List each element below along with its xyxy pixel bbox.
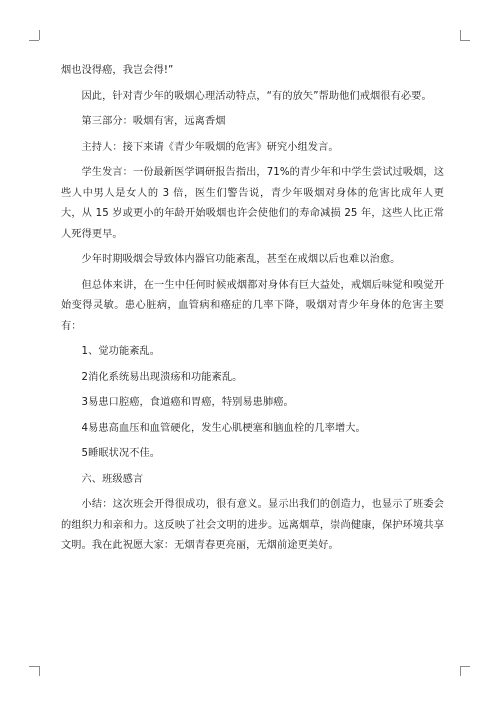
crop-mark-top-right-v: [460, 30, 461, 40]
crop-mark-top-left-h: [29, 40, 39, 41]
list-item-3: 3易患口腔癌，食道癌和胃癌，特别易患肺癌。: [81, 397, 294, 408]
list-item-1: 1、觉功能紊乱。: [81, 346, 161, 357]
section-heading-class-thoughts: 六、班级感言: [81, 473, 144, 485]
crop-mark-bottom-left-h: [29, 666, 39, 667]
crop-mark-top-left-v: [39, 30, 40, 40]
crop-mark-bottom-left-v: [39, 666, 40, 676]
section-heading-part-three: 第三部分：吸烟有害，远离香烟: [81, 116, 226, 127]
paragraph-student-speech: 学生发言：一份最新医学调研报告指出，71%的青少年和中学生尝试过吸烟，这些人中男人是女人的 3 倍，医生们警告说，青少年吸烟对身体的危害比成年人更大，从 15 岁或更小的年龄开始吸烟也许会使他们的寿命减损 25 年，这些人比正常人死得更早。: [61, 167, 444, 240]
list-item-2: 2消化系统易出现溃疡和功能紊乱。: [81, 371, 243, 383]
list-item-5: 5睡眠状况不佳。: [81, 448, 161, 459]
crop-mark-top-right-h: [460, 40, 470, 41]
paragraph-continuation: 烟也没得癌，我岂会得!”: [61, 65, 174, 76]
paragraph-smoking-psychology: 因此，针对青少年的吸烟心理活动特点，“有的放矢”帮助他们戒烟很有必要。: [81, 90, 432, 102]
paragraph-summary: 小结：这次班会开得很成功，很有意义。显示出我们的创造力，也显示了班委会的组织力和亲和力。这反映了社会文明的进步。远离烟草，崇尚健康，保护环境共享文明。我在此祝愿大家：无烟青春更亮丽，无烟前途更美好。: [61, 499, 444, 551]
crop-mark-bottom-right-v: [460, 666, 461, 676]
paragraph-host-intro: 主持人：接下来请《青少年吸烟的危害》研究小组发言。: [81, 141, 339, 153]
crop-mark-bottom-right-h: [460, 666, 470, 667]
paragraph-quit-benefits: 但总体来讲，在一生中任何时候戒烟都对身体有巨大益处，戒烟后味觉和嗅觉开始变得灵敏。患心脏病，血管病和癌症的几率下降，吸烟对青少年身体的危害主要有：: [61, 279, 444, 332]
document-body: [61, 61, 444, 562]
paragraph-organ-disorder: 少年时期吸烟会导致体内器官功能紊乱，甚至在戒烟以后也难以治愈。: [81, 254, 401, 265]
list-item-4: 4易患高血压和血管硬化，发生心肌梗塞和脑血栓的几率增大。: [81, 422, 366, 434]
